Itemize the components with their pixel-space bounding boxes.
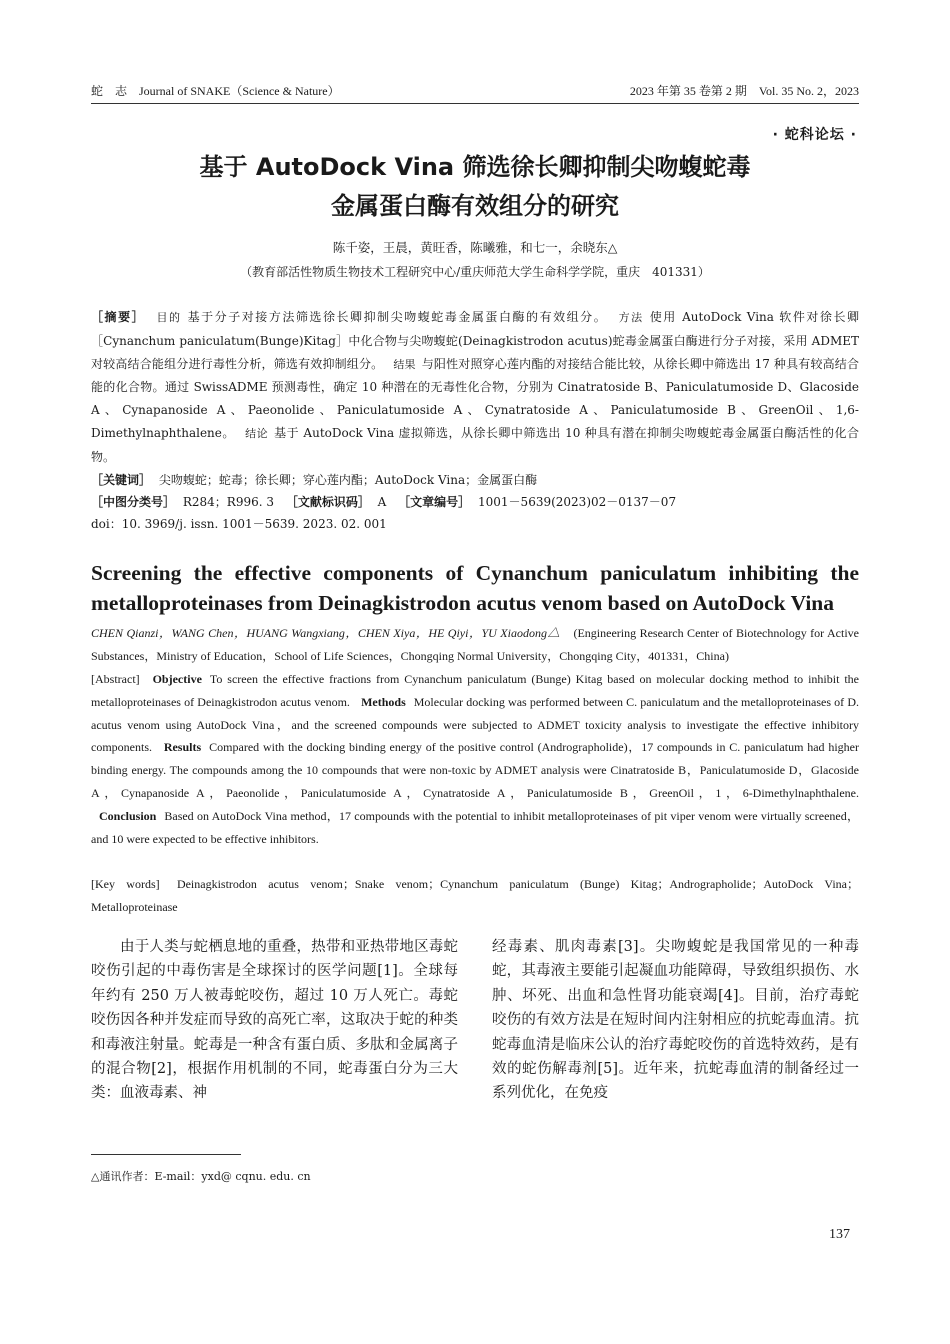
abstract-label: ［摘要］: [91, 310, 146, 324]
english-keywords: [91, 873, 859, 919]
english-conclusion-label: Conclusion: [99, 808, 157, 823]
english-conclusion-text: Based on AutoDock Vina method，17 compounds with the potential to inhibit metalloproteinases of pit viper venom were virtually screened，and 10 were expected to be effective inhibitors.: [91, 808, 859, 846]
chinese-affiliation: （教育部活性物质生物技术工程研究中心/重庆师范大学生命科学学院，重庆 401331）: [240, 265, 710, 279]
english-methods-text: Molecular docking was performed between C. paniculatum and the metalloproteinases of D. acutus venom using AutoDock Vina，and the screened compounds were subjected to ADMET toxicity analysis to investigate the effective inhibitory components.: [91, 694, 860, 755]
chinese-title-line-2: 金属蛋白酶有效组分的研究: [331, 192, 619, 220]
conclusion-text: 基于 AutoDock Vina 虚拟筛选，从徐长卿中筛选出 10 种具有潜在抑制尖吻蝮蛇毒金属蛋白酶活性的化合物。: [91, 425, 859, 464]
results-text: 与阳性对照穿心莲内酯的对接结合能比较，从徐长卿中筛选出 17 种具有较高结合能的化合物。通过 SwissADME 预测毒性，确定 10 种潜在的无毒性化合物，分别为 Cinatratoside B、Paniculatumoside D、Glacoside A、Cynapanoside A、Paeonolide、Paniculatumoside A、Cynatratoside A、Paniculatumoside B、GreenOil、1,6-Dimethylnaphthalene。: [91, 356, 859, 440]
keywords-text: 尖吻蝮蛇；蛇毒；徐长卿；穿心莲内酯；AutoDock Vina；金属蛋白酶: [158, 473, 538, 487]
article-number-label: ［文章编号］: [398, 495, 471, 509]
chinese-authors: 陈千姿，王晨，黄旺香，陈曦雅，和七一，余晓东△: [332, 240, 618, 255]
doc-code-label: ［文献标识码］: [285, 495, 370, 509]
footnote-rule: [91, 1154, 241, 1155]
english-methods-label: Methods: [361, 694, 406, 709]
english-results-text: Compared with the docking binding energy of the positive control (Andrographolide)，17 compounds in C. paniculatum had higher binding energy. The compounds among the 10 compounds that were non-toxic by ADMET analysis were Cinatratoside B，Paniculatumoside D，Glacoside A，Cynapanoside A，Paeonolide，Paniculatumoside A，Cynatratoside A，Paniculatumoside B，GreenOil，1，6-Dimethylnaphthalene.: [91, 740, 859, 800]
page-number: 137: [829, 1227, 850, 1242]
chinese-title: [91, 148, 859, 226]
header-rule: [91, 103, 859, 104]
english-objective-label: Objective: [152, 672, 202, 686]
english-keywords-label: [Key words]: [91, 877, 160, 891]
english-objective-text: To screen the effective fractions from Cynanchum paniculatum (Bunge) Kitag based on molecular docking method to inhibit the metalloproteinases of Deinagkistrodon acutus venom.: [91, 672, 859, 709]
chinese-abstract: [91, 306, 859, 469]
english-abstract: [91, 668, 859, 850]
running-head: [91, 80, 859, 100]
corresponding-author-footnote: △通讯作者：E-mail：yxd@ cqnu. edu. cn: [91, 1170, 311, 1183]
english-abstract-label: [Abstract]: [91, 672, 140, 686]
chinese-title-line-1: 基于 AutoDock Vina 筛选徐长卿抑制尖吻蝮蛇毒: [199, 153, 751, 181]
english-affiliation: (Engineering Research Center of Biotechnology for Active Substances，Ministry of Education，School of Life Sciences，Chongqing Normal University，Chongqing City，401331，China): [91, 626, 859, 663]
objective-label: 目的: [156, 311, 182, 324]
conclusion-label: 结论: [245, 426, 269, 440]
english-results-label: Results: [163, 740, 202, 755]
body-right-column: 经毒素、肌肉毒素[3]。尖吻蝮蛇是我国常见的一种毒蛇，其毒液主要能引起凝血功能障碍，导致组织损伤、水肿、坏死、出血和急性肾功能衰竭[4]。目前，治疗毒蛇咬伤的有效方法是在短时间内注射相应的抗蛇毒血清。抗蛇毒血清是临床公认的治疗毒蛇咬伤的首选特效药，是有效的蛇伤解毒剂[5]。近年来，抗蛇毒血清的制备经过一系列优化，在免疫: [492, 939, 859, 1102]
english-authors-affiliation: [91, 622, 859, 668]
english-authors: CHEN Qianzi，WANG Chen，HUANG Wangxiang，CHEN Xiya，HE Qiyi，YU Xiaodong△: [91, 626, 560, 640]
english-keywords-text: Deinagkistrodon acutus venom；Snake venom；Cynanchum paniculatum (Bunge) Kitag；Andrographolide；AutoDock Vina；Metalloproteinase: [91, 877, 860, 914]
doi: doi：10. 3969/j. issn. 1001－5639. 2023. 02. 001: [91, 517, 387, 531]
issue-info: 2023 年第 35 卷第 2 期 Vol. 35 No. 2，2023: [629, 83, 859, 98]
article-number-value: 1001－5639(2023)02－0137－07: [478, 495, 677, 509]
column-label: · 蛇科论坛 ·: [772, 127, 857, 143]
english-title: Screening the effective components of Cynanchum paniculatum inhibiting the metalloproteinases from Deinagkistrodon acutus venom based on AutoDock Vina: [91, 561, 859, 615]
keywords-label: ［关键词］: [91, 473, 152, 487]
methods-label: 方法: [618, 311, 644, 324]
journal-name: 蛇 志 Journal of SNAKE（Science & Nature）: [91, 83, 340, 98]
doc-code-value: A: [377, 495, 387, 509]
results-label: 结果: [393, 357, 416, 371]
body-left-column: 由于人类与蛇栖息地的重叠，热带和亚热带地区毒蛇咬伤引起的中毒伤害是全球探讨的医学问题[1]。全球每年约有 250 万人被毒蛇咬伤，超过 10 万人死亡。毒蛇咬伤因各种并发症而导致的高死亡率，这取决于蛇的种类和毒液注射量。蛇毒是一种含有蛋白质、多肽和金属离子的混合物[2]，根据作用机制的不同，蛇毒蛋白分为三大类：血液毒素、神: [91, 939, 458, 1102]
clc-label: ［中图分类号］: [91, 495, 176, 509]
methods-text: 使用 AutoDock Vina 软件对徐长卿［Cynanchum paniculatum(Bunge)Kitag］中化合物与尖吻蝮蛇(Deinagkistrodon acutus)蛇毒金属蛋白酶进行分子对接，采用 ADMET 对较高结合能组分进行毒性分析，筛选有效抑制组分。: [91, 310, 859, 371]
classification-line: [91, 491, 859, 513]
objective-text: 基于分子对接方法筛选徐长卿抑制尖吻蝮蛇毒金属蛋白酶的有效组分。: [187, 310, 608, 324]
clc-value: R284；R996. 3: [182, 495, 274, 509]
chinese-keywords: [91, 469, 859, 491]
